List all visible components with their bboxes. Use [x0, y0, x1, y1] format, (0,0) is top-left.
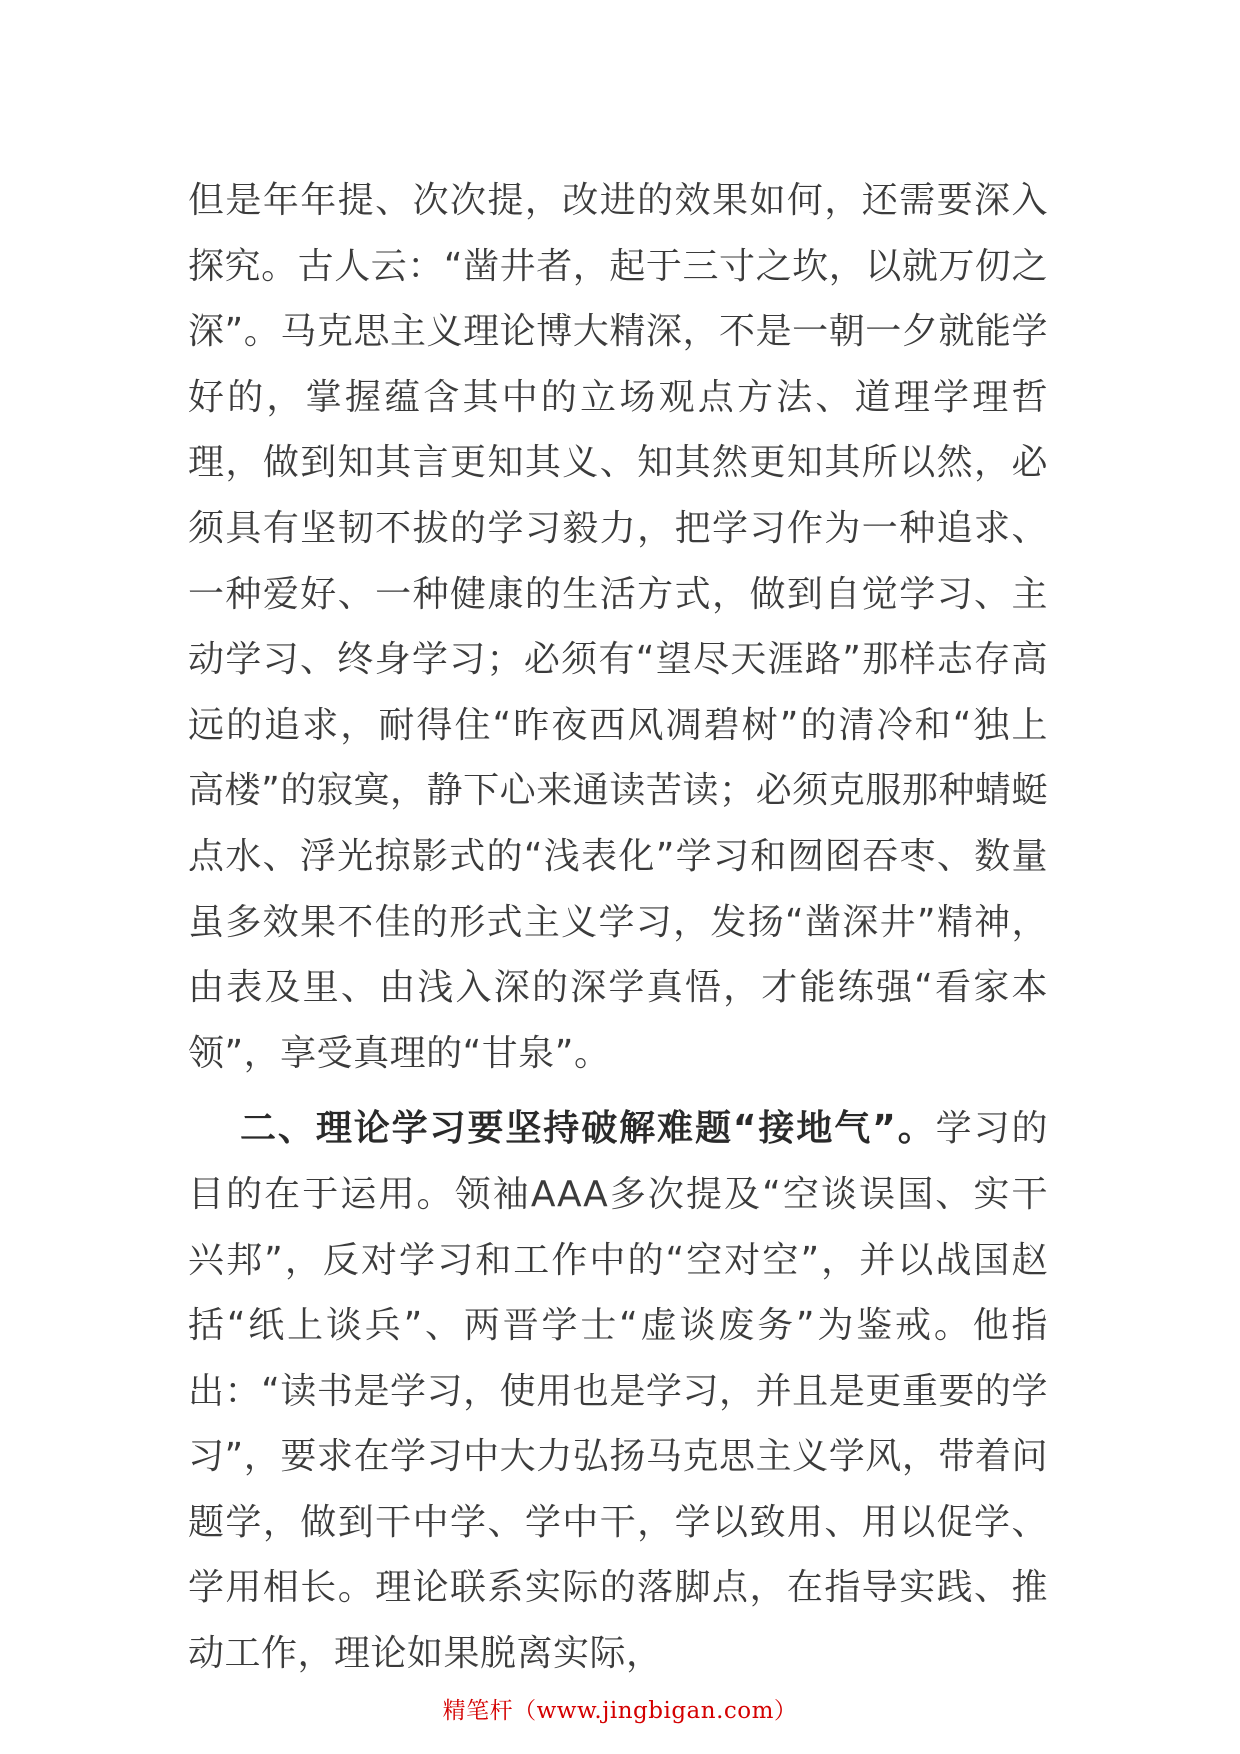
paragraph-2 — [188, 1096, 1048, 1686]
body-text — [188, 168, 1048, 1687]
paragraph-2-body: 学习的目的在于运用。领袖AAA多次提及“空谈误国、实干兴邦”，反对学习和工作中的“空对空”，并以战国赵括“纸上谈兵”、两晋学士“虚谈废务”为鉴戒。他指出：“读书是学习，使用也是学习，并且是更重要的学习”，要求在学习中大力弘扬马克思主义学风，带着问题学，做到干中学、学中干，学以致用、用以促学、学用相长。理论联系实际的落脚点，在指导实践、推动工作，理论如果脱离实际， — [188, 1108, 1048, 1675]
paragraph-1: 但是年年提、次次提，改进的效果如何，还需要深入探究。古人云：“凿井者，起于三寸之坎，以就万仞之深”。马克思主义理论博大精深，不是一朝一夕就能学好的，掌握蕴含其中的立场观点方法、道理学理哲理，做到知其言更知其义、知其然更知其所以然，必须具有坚韧不拔的学习毅力，把学习作为一种追求、一种爱好、一种健康的生活方式，做到自觉学习、主动学习、终身学习；必须有“望尽天涯路”那样志存高远的追求，耐得住“昨夜西风凋碧树”的清冷和“独上高楼”的寂寞，静下心来通读苦读；必须克服那种蜻蜓点水、浮光掠影式的“浅表化”学习和囫囵吞枣、数量虽多效果不佳的形式主义学习，发扬“凿深井”精神，由表及里、由浅入深的深学真悟，才能练强“看家本领”，享受真理的“甘泉”。 — [188, 180, 1048, 1074]
footer-watermark: 精笔杆（www.jingbigan.com） — [442, 1698, 798, 1724]
section-heading: 二、理论学习要坚持破解难题“接地气”。 — [240, 1108, 936, 1150]
